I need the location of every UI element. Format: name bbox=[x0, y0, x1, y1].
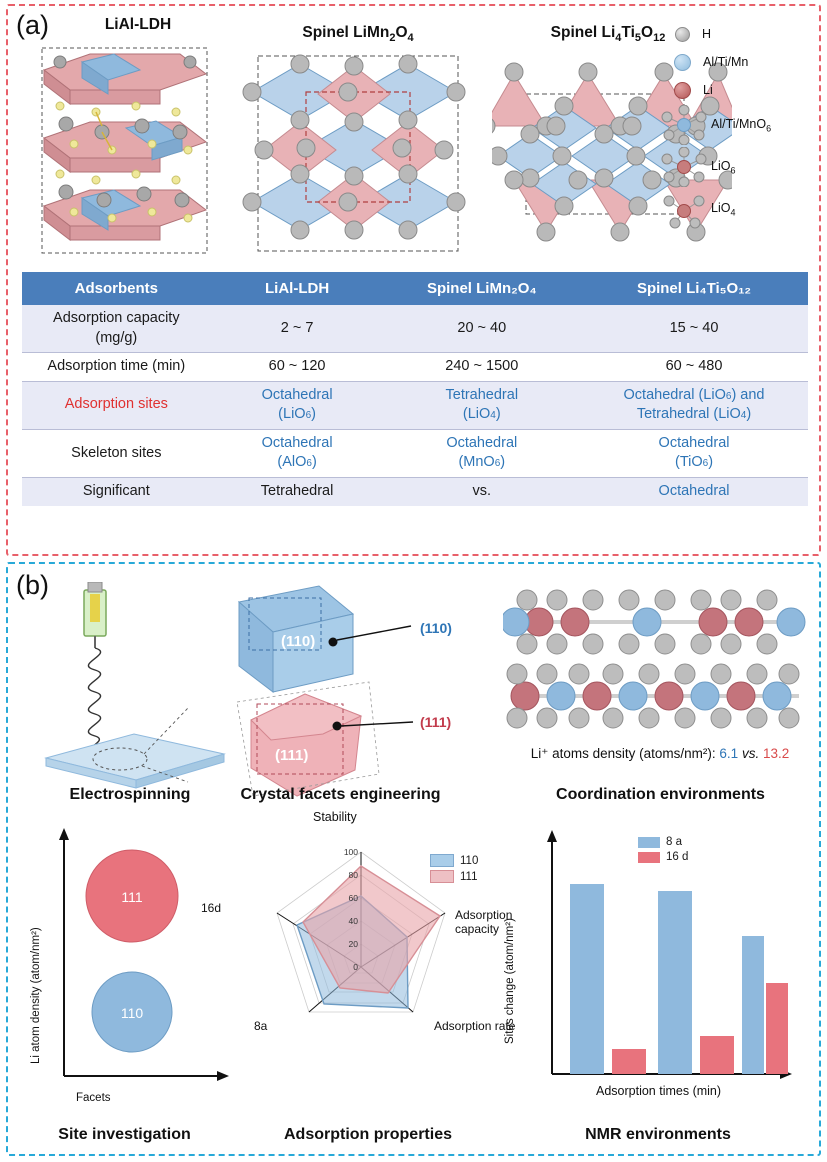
atom-h-icon bbox=[675, 27, 690, 42]
structure-diagram-ldh bbox=[30, 40, 230, 265]
table-row bbox=[22, 305, 808, 353]
nmr-legend-label-16d: 16 d bbox=[666, 851, 689, 863]
th-lial-ldh: LiAl-LDH bbox=[211, 272, 384, 305]
polyhedron-lio4-icon bbox=[661, 189, 707, 229]
cell-time-limn2o4: 240 ~ 1500 bbox=[384, 353, 581, 382]
nmr-xlabel: Adsorption times (min) bbox=[596, 1084, 722, 1098]
cell-ads-sites-li4ti5o12: Octahedral (LiO6) and Tetrahedral (LiO4) bbox=[580, 381, 808, 429]
svg-text:(111): (111) bbox=[275, 747, 309, 764]
caption-electrospinning: Electrospinning bbox=[69, 786, 191, 803]
radar-legend bbox=[430, 854, 478, 886]
legend-item-al-ti-mn bbox=[661, 48, 811, 76]
svg-text:60: 60 bbox=[348, 893, 358, 903]
row-label-skeleton: Skeleton sites bbox=[22, 429, 211, 477]
radar-legend-label-111: 111 bbox=[460, 870, 478, 883]
cell-skeleton-ldh: Octahedral (AlO6) bbox=[211, 429, 384, 477]
radar-axis-capacity: Adsorption capacity bbox=[455, 908, 513, 937]
svg-text:(110): (110) bbox=[281, 633, 316, 650]
legend-label-al-ti-mn: Al/Ti/Mn bbox=[703, 55, 749, 69]
atom-al-ti-mn-icon bbox=[674, 54, 691, 71]
cell-capacity-li4ti5o12: 15 ~ 40 bbox=[580, 305, 808, 353]
cell-time-ldh: 60 ~ 120 bbox=[211, 353, 384, 382]
cell-significant-limn2o4: vs. bbox=[384, 477, 581, 505]
radar-legend-item-111 bbox=[430, 870, 478, 883]
coordination-note bbox=[510, 746, 810, 762]
svg-text:80: 80 bbox=[348, 870, 358, 880]
atom-li-icon bbox=[674, 82, 691, 99]
radar-legend-swatch-110 bbox=[430, 854, 454, 867]
cell-skeleton-li4ti5o12: Octahedral (TiO6) bbox=[580, 429, 808, 477]
panel-a bbox=[6, 4, 821, 556]
comparison-table bbox=[22, 272, 808, 506]
cell-significant-ldh: Tetrahedral bbox=[211, 477, 384, 505]
caption-crystal-facets: Crystal facets engineering bbox=[240, 786, 441, 803]
cell-ads-sites-limn2o4: Tetrahedral (LiO4) bbox=[384, 381, 581, 429]
legend-label-lio6: LiO$_6$ bbox=[711, 158, 736, 176]
nmr-legend bbox=[638, 836, 688, 866]
structure-diagram-limn2o4 bbox=[240, 46, 480, 264]
table-row bbox=[22, 353, 808, 382]
nmr-legend-swatch-16d bbox=[638, 852, 660, 863]
nmr-legend-label-8a: 8 a bbox=[666, 836, 682, 848]
structure-title-limn2o4: Spinel $LiMn_2O_4$ bbox=[302, 24, 414, 45]
site-investigation-ylabel: Li atom density (atom/nm²) bbox=[30, 927, 42, 1064]
coordination-note-text: Li⁺ atoms density (atoms/nm²): bbox=[530, 746, 716, 761]
table-row bbox=[22, 429, 808, 477]
cell-capacity-ldh: 2 ~ 7 bbox=[211, 305, 384, 353]
legend bbox=[661, 20, 811, 230]
polyhedron-lio6-icon bbox=[661, 147, 707, 187]
svg-text:0: 0 bbox=[353, 962, 358, 972]
cell-capacity-limn2o4: 20 ~ 40 bbox=[384, 305, 581, 353]
radar-axis-rate: Adsorption rate bbox=[434, 1019, 516, 1033]
legend-label-lio4: LiO$_4$ bbox=[711, 200, 736, 218]
radar-legend-label-110: 110 bbox=[460, 854, 479, 867]
radar-axis-8a: 8a bbox=[254, 1019, 268, 1033]
coordination-value-111: 13.2 bbox=[763, 746, 790, 761]
site-investigation-plot bbox=[36, 826, 232, 1096]
radar-legend-item-110 bbox=[430, 854, 478, 867]
legend-label-li: Li bbox=[703, 83, 713, 97]
legend-label-al-ti-mno6: Al/Ti/MnO$_6$ bbox=[711, 116, 772, 134]
crystal-facets-diagram bbox=[213, 574, 493, 804]
svg-text:100: 100 bbox=[343, 847, 358, 857]
row-label-capacity: Adsorption capacity (mg/g) bbox=[22, 305, 211, 353]
nmr-legend-swatch-8a bbox=[638, 837, 660, 848]
radar-axis-16d: 16d bbox=[201, 901, 222, 915]
legend-item-li bbox=[661, 76, 811, 104]
legend-item-lio4 bbox=[661, 188, 811, 230]
nmr-legend-item-16d bbox=[638, 851, 688, 863]
coordination-value-110: 6.1 bbox=[719, 746, 739, 761]
cell-time-li4ti5o12: 60 ~ 480 bbox=[580, 353, 808, 382]
callout-label-110: (110) bbox=[420, 620, 452, 636]
svg-text:111: 111 bbox=[121, 889, 143, 905]
cell-skeleton-limn2o4: Octahedral (MnO6) bbox=[384, 429, 581, 477]
row-label-significant: Significant bbox=[22, 477, 211, 505]
radar-axis-stability: Stability bbox=[313, 810, 357, 824]
panel-a-label: (a) bbox=[16, 10, 49, 40]
svg-text:110: 110 bbox=[120, 1005, 144, 1021]
table-row bbox=[22, 477, 808, 505]
site-investigation-xlabel: Facets bbox=[76, 1092, 111, 1104]
table-header-row bbox=[22, 272, 808, 305]
nmr-legend-item-8a bbox=[638, 836, 688, 848]
coordination-diagram bbox=[503, 586, 813, 736]
structure-title-ldh: LiAl-LDH bbox=[104, 16, 172, 33]
nmr-bar-chart bbox=[508, 826, 798, 1098]
row-label-time: Adsorption time (min) bbox=[22, 353, 211, 382]
coordination-vs: vs. bbox=[741, 746, 760, 761]
caption-coordination: Coordination environments bbox=[556, 786, 765, 803]
legend-label-h: H bbox=[702, 27, 712, 41]
th-li4ti5o12: Spinel Li₄Ti₅O₁₂ bbox=[580, 272, 808, 305]
panel-b bbox=[6, 562, 821, 1156]
legend-item-al-ti-mno6 bbox=[661, 104, 811, 146]
caption-nmr-environments: NMR environments bbox=[585, 1126, 731, 1143]
legend-item-lio6 bbox=[661, 146, 811, 188]
table-row bbox=[22, 381, 808, 429]
caption-adsorption-properties: Adsorption properties bbox=[283, 1126, 452, 1143]
cell-ads-sites-ldh: Octahedral (LiO6) bbox=[211, 381, 384, 429]
legend-item-h bbox=[661, 20, 811, 48]
electrospinning-diagram bbox=[38, 582, 228, 797]
svg-text:40: 40 bbox=[348, 916, 358, 926]
row-label-ads-sites: Adsorption sites bbox=[22, 381, 211, 429]
callout-label-111: (111) bbox=[420, 714, 452, 730]
radar-legend-swatch-111 bbox=[430, 870, 454, 883]
caption-site-investigation: Site investigation bbox=[58, 1126, 191, 1143]
nmr-ylabel: Sites change (atom/nm²) bbox=[504, 918, 516, 1044]
panel-b-label: (b) bbox=[16, 570, 49, 600]
structure-title-li4ti5o12: Spinel $Li_4Ti_5O_{12}$ bbox=[550, 24, 666, 45]
polyhedron-al-ti-mno6-icon bbox=[661, 105, 707, 145]
cell-significant-li4ti5o12: Octahedral bbox=[580, 477, 808, 505]
th-limn2o4: Spinel LiMn₂O₄ bbox=[384, 272, 581, 305]
th-adsorbents: Adsorbents bbox=[22, 272, 211, 305]
svg-text:20: 20 bbox=[348, 939, 358, 949]
